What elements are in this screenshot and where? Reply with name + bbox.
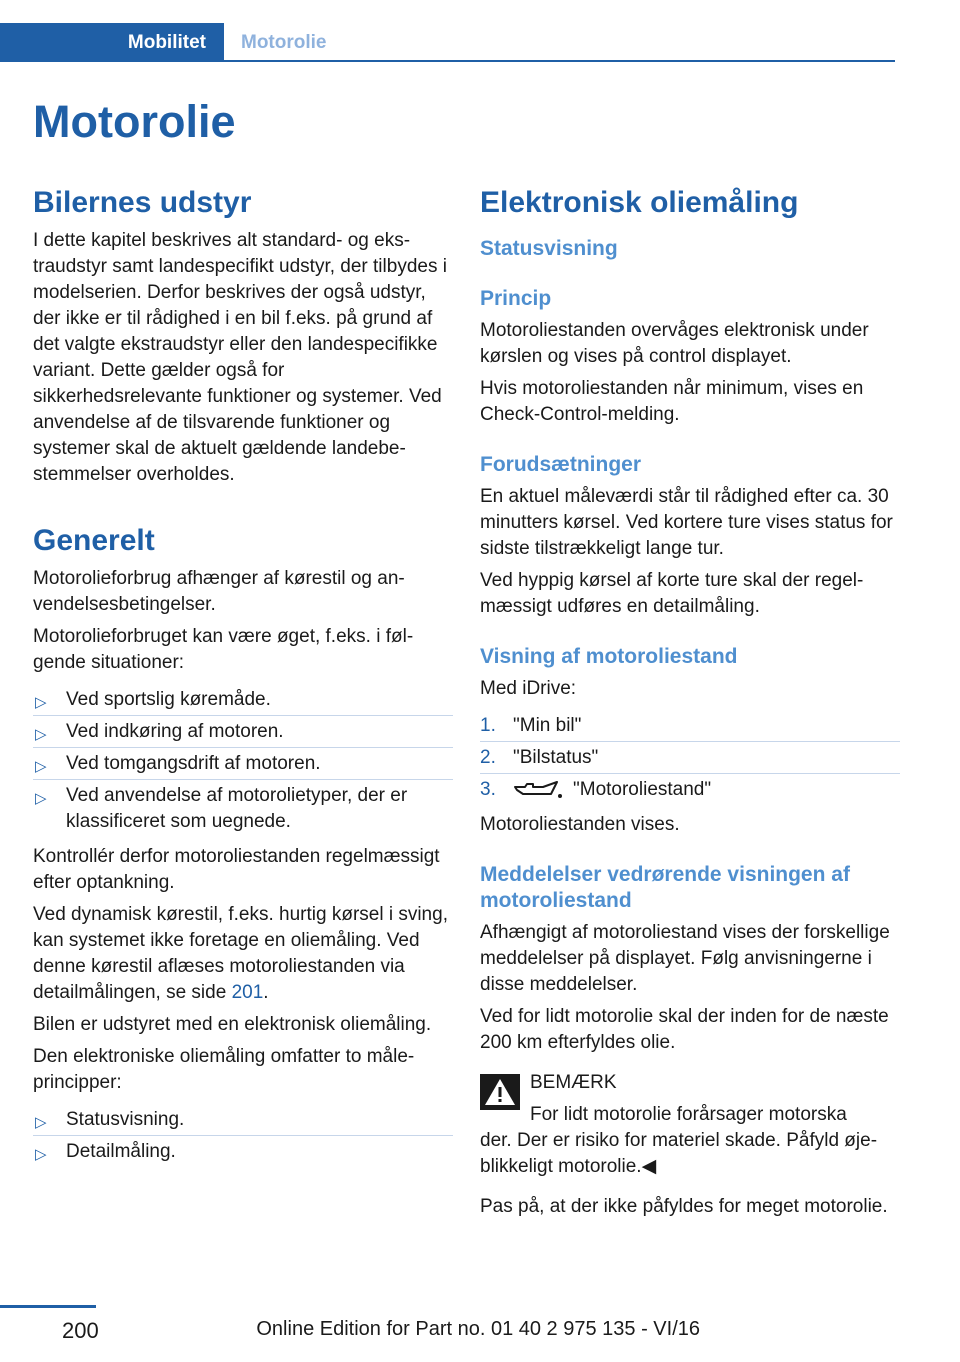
chapter-tab-label: Motorolie [241, 32, 327, 53]
idrive-steps [480, 710, 900, 806]
paragraph-forud-1: En aktuel måleværdi står til rådighed efter ca. 30 minutters kørsel. Ved kortere ture vises status for sidste tilstrækkeligt lange tur. [480, 486, 893, 559]
paragraph-oeget: Motorolieforbruget kan være øget, f.eks. i følgende situationer: [33, 626, 414, 673]
paragraph-princip-1: Motoroliestanden overvåges elektronisk under kørslen og vises på control displayet. [480, 320, 869, 367]
list-item: ▷ Ved anvendelse af motorolietyper, der er klassificeret som uegnede. [35, 785, 408, 832]
paragraph-afhaengigt: Afhængigt af motoroliestand vises der forskellige meddelelser på displayet. Følg anvisningerne i disse meddelelser. [480, 922, 890, 995]
page-link-201[interactable]: 201 [231, 982, 264, 1003]
section-tab [0, 23, 224, 62]
paragraph-vises: Motoroliestanden vises. [480, 814, 680, 835]
left-column [33, 184, 453, 1168]
paragraph-pas-paa: Pas på, at der ikke påfyldes for meget motorolie. [480, 1196, 888, 1217]
heading-princip: Princip [480, 287, 552, 310]
situation-list [33, 684, 453, 838]
warning-title: BEMÆRK [530, 1072, 617, 1093]
page-title: Motorolie [33, 96, 236, 147]
triangle-right-icon: ▷ [35, 726, 47, 743]
paragraph-idrive: Med iDrive: [480, 678, 577, 699]
paragraph-bilen: Bilen er udstyret med en elektronisk oliemåling. [33, 1014, 432, 1035]
heading-meddelelser: Meddelelser vedrørende visningen af motoroliestand [480, 863, 850, 912]
list-item: ▷ Detailmåling. [33, 1136, 453, 1168]
header-rule [224, 60, 895, 62]
paragraph-dynamisk: Ved dynamisk kørestil, f.eks. hurtig kørsel i sving, kan systemet ikke foretage en oliemåling. Ved denne kørestil aflæses motoroliestanden via detailmålingen, se side 201. [33, 904, 448, 1003]
heading-forudsaetninger: Forudsætninger [480, 453, 641, 476]
section-tab-label: Mobilitet [127, 32, 206, 53]
warning-text-line-1: For lidt motorolie forårsager motorska [530, 1104, 847, 1125]
list-item: ▷ Ved indkøring af motoren. [33, 716, 453, 748]
paragraph-princip-2: Hvis motoroliestanden når minimum, vises en Check-Control-melding. [480, 378, 864, 425]
warning-text-rest: der. Der er risiko for materiel skade. Påfyld øjeblikkeligt motorolie.◀ [480, 1130, 878, 1177]
list-item: ▷ Ved sportslig køremåde. [33, 684, 453, 716]
list-item: ▷ Ved tomgangsdrift af motoren. [33, 748, 453, 780]
step-item: 2. "Bilstatus" [480, 742, 900, 774]
page-number: 200 [62, 1318, 99, 1343]
edition-note: Online Edition for Part no. 01 40 2 975 135 - VI/16 [256, 1318, 700, 1340]
step-item: 1. "Min bil" [480, 710, 900, 742]
heading-statusvisning: Statusvisning [480, 237, 618, 260]
triangle-right-icon: ▷ [35, 1114, 47, 1131]
paragraph-principper: Den elektroniske oliemåling omfatter to måleprincipper: [33, 1046, 415, 1093]
heading-elektronisk-oliemaaling: Elektronisk oliemåling [480, 186, 799, 219]
heading-generelt: Generelt [33, 524, 155, 557]
right-column [480, 184, 900, 1220]
list-item: ▷ Statusvisning. [33, 1104, 453, 1136]
oil-can-icon [513, 779, 565, 801]
triangle-right-icon: ▷ [35, 694, 47, 711]
footer-rule [0, 1305, 96, 1308]
paragraph-forbrug: Motorolieforbrug afhænger af kørestil og anvendelsesbetingelser. [33, 568, 405, 615]
paragraph-kontroller: Kontrollér derfor motoroliestanden regelmæssigt efter optankning. [33, 846, 440, 893]
heading-bilernes-udstyr: Bilernes udstyr [33, 186, 252, 219]
page-header [0, 23, 895, 62]
principle-list [33, 1104, 453, 1168]
warning-triangle-icon [480, 1074, 520, 1110]
triangle-right-icon: ▷ [35, 1146, 47, 1163]
triangle-right-icon: ▷ [35, 758, 47, 775]
paragraph-udstyr: I dette kapitel beskrives alt standard- og ekstraudstyr samt landespecifikt udstyr, der tilbydes i modelserien. Derfor beskrives der også udstyr, der ikke er til rådighed i en bil f.eks. på grund af det valgte ekstraudstyr eller den landespecifikke variant. Dette gælder også for sikkerhedsrelevante funktioner og systemer. Ved anvendelse af de tilsvarende funktioner og systemer skal de aktuelt gældende landebestemmelser overholdes. [33, 230, 447, 485]
paragraph-forud-2: Ved hyppig kørsel af korte ture skal der regelmæssigt udføres en detailmåling. [480, 570, 864, 617]
paragraph-lidt: Ved for lidt motorolie skal der inden for de næste 200 km efterfyldes olie. [480, 1006, 889, 1053]
triangle-right-icon: ▷ [35, 790, 47, 807]
step-item: 3. "Motoroliestand" [480, 779, 712, 800]
warning-note [480, 1070, 900, 1180]
heading-visning: Visning af motoroliestand [480, 645, 738, 668]
